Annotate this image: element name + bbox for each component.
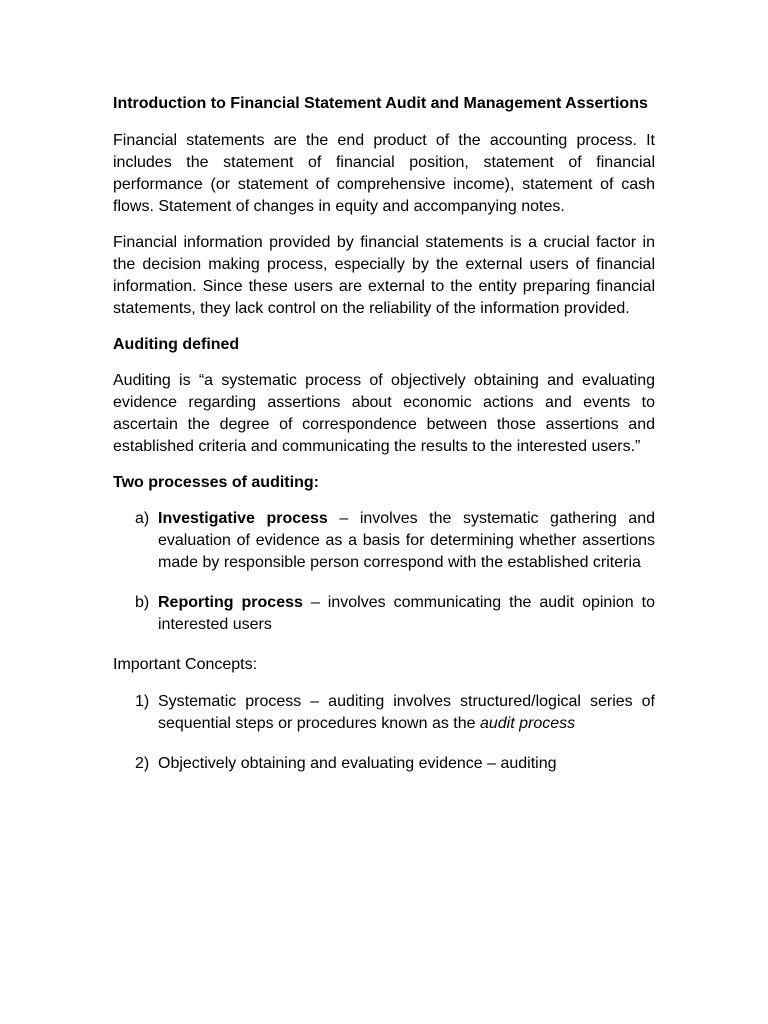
paragraph-financial-statements: Financial statements are the end product of the accounting process. It includes the statement of financial position, statement of financial performance (or statement of comprehensive income), statement of cash flows. Statement of changes in equity and accompanying notes. xyxy=(113,132,655,215)
concept-text: Systematic process – auditing involves structured/logical series of sequential steps or procedures known as the xyxy=(158,693,655,732)
process-term: Investigative process xyxy=(158,510,328,527)
document-title: Introduction to Financial Statement Audit and Management Assertions xyxy=(113,95,648,112)
auditing-definition: Auditing is “a systematic process of objectively obtaining and evaluating evidence regarding assertions about economic actions and events to ascertain the degree of correspondence between those assertions and established criteria and communicating the results to the interested users.” xyxy=(113,372,655,455)
list-item-reporting-process xyxy=(113,592,655,636)
concept-emphasis: audit process xyxy=(479,715,576,732)
list-marker: 2) xyxy=(135,755,150,772)
list-item-objectively-obtaining xyxy=(113,753,655,775)
process-dash: – xyxy=(302,594,328,611)
process-dash: – xyxy=(327,510,360,527)
document-body xyxy=(113,93,655,793)
important-concepts-heading: Important Concepts: xyxy=(113,656,258,673)
process-description: involves the systematic gathering and evaluation of evidence as a basis for determining whether assertions made by responsible person correspond with the established criteria xyxy=(158,510,656,571)
list-item-systematic-process xyxy=(113,691,655,735)
list-marker: a) xyxy=(135,510,150,527)
processes-heading: Two processes of auditing: xyxy=(113,474,319,491)
concepts-list xyxy=(113,691,655,775)
process-term: Reporting process xyxy=(158,594,303,611)
list-marker: 1) xyxy=(135,693,150,710)
concept-text: Objectively obtaining and evaluating evidence – auditing xyxy=(158,755,557,772)
list-item-investigative-process xyxy=(113,508,655,574)
auditing-defined-heading: Auditing defined xyxy=(113,336,240,353)
processes-list xyxy=(113,508,655,636)
list-marker: b) xyxy=(135,594,150,611)
paragraph-financial-information: Financial information provided by financial statements is a crucial factor in the decision making process, especially by the external users of financial information. Since these users are external to the entity preparing financial statements, they lack control on the reliability of the information provided. xyxy=(113,234,655,317)
process-description: involves communicating the audit opinion to interested users xyxy=(158,594,656,633)
